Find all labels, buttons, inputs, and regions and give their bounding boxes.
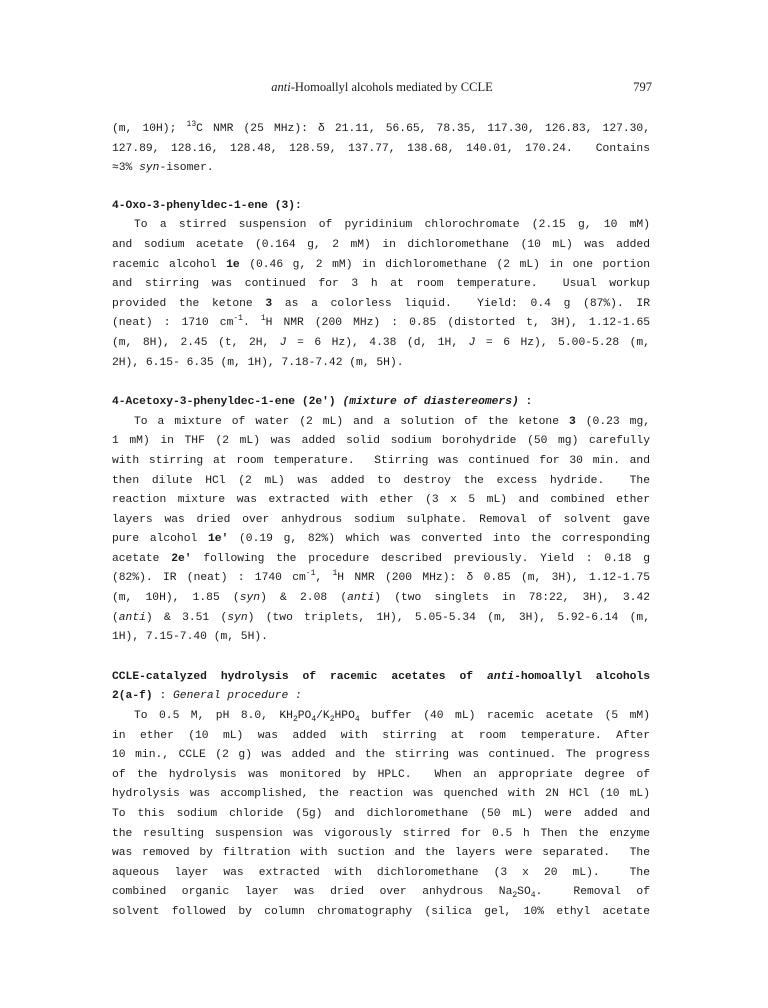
running-header (112, 80, 652, 100)
text-line: provided the ketone 3 as a colorless liquid. Yield: 0.4 g (87%). IR (112, 297, 650, 310)
running-title (112, 80, 652, 95)
text-line: the resulting suspension was vigorously stirred for 0.5 h Then the enzyme (112, 827, 650, 840)
page-number: 797 (633, 80, 652, 94)
text-line: To 0.5 M, pH 8.0, $KH_2PO_4/K_2HPO_4$ buffer (40 mL) racemic acetate (5 mM) (134, 710, 650, 725)
section-subheading: 2(a-f) : General procedure : (112, 690, 302, 703)
text-line: aqueous layer was extracted with dichloromethane (3 x 20 mL). The (112, 866, 650, 879)
text-line: pure alcohol 1e' (0.19 g, 82%) which was converted into the corresponding (112, 533, 650, 546)
text-line: 1H), 7.15-7.40 (m, 5H). (112, 631, 268, 644)
spacer (112, 648, 650, 668)
text-line: (82%). IR (neat) : 1740 $cm^{-1}$, $^1$H NMR (200 MHz): δ 0.85 (m, 3H), 1.12-1.75 (112, 569, 651, 585)
text-line: racemic alcohol 1e (0.46 g, 2 mM) in dichloromethane (2 mL) in one portion (112, 258, 651, 271)
text-line: in ether (10 mL) was added with stirring at room temperature. After (112, 729, 650, 742)
text-line: then dilute HCl (2 mL) was added to destroy the excess hydride. The (112, 474, 650, 487)
text-line: acetate 2e' following the procedure described previously. Yield : 0.18 g (112, 552, 650, 565)
text-line: (m, 8H), 2.45 (t, 2H, J = 6 Hz), 4.38 (d, 1H, J = 6 Hz), 5.00-5.28 (m, (112, 336, 650, 349)
text-line: To this sodium chloride (5g) and dichloromethane (50 mL) were added and (112, 808, 650, 820)
section-heading: CCLE-catalyzed hydrolysis of racemic acetates of anti-homoallyl alcohols (112, 670, 650, 683)
section-heading: 4-Oxo-3-phenyldec-1-ene (3): (112, 199, 302, 212)
text-line: 10 min., CCLE (2 g) was added and the stirring was continued. The progress (112, 749, 650, 762)
text-line: combined organic layer was dried over anhydrous $Na_2SO_4$. Removal of (112, 886, 650, 901)
text-line: ≈3% syn-isomer. (112, 162, 214, 175)
text-line: 127.89, 128.16, 128.48, 128.59, 137.77, 138.68, 140.01, 170.24. Contains (112, 142, 650, 155)
text-line: (m, 10H), 1.85 (syn) & 2.08 (anti) (two singlets in 78:22, 3H), 3.42 (112, 592, 650, 605)
text-line: reaction mixture was extracted with ether (3 x 5 mL) and combined ether (112, 494, 650, 507)
text-line: solvent followed by column chromatography (silica gel, 10% ethyl acetate (112, 905, 650, 918)
text-line: (m, 10H); $^{13}$C NMR (25 MHz): δ 21.11, 56.65, 78.35, 117.30, 126.83, 127.30, (112, 120, 650, 135)
text-line: (anti) & 3.51 (syn) (two triplets, 1H), 5.05-5.34 (m, 3H), 5.92-6.14 (m, (112, 611, 650, 624)
text-line: 1 mM) in THF (2 mL) was added solid sodium borohydride (50 mg) carefully (112, 435, 650, 448)
text-line: layers was dried over anhydrous sodium sulphate. Removal of solvent gave (112, 513, 650, 526)
text-line: and sodium acetate (0.164 g, 2 mM) in dichloromethane (10 mL) was added (112, 238, 650, 251)
running-title-rest: -Homoallyl alcohols mediated by CCLE (290, 80, 493, 94)
body-text (112, 120, 650, 923)
text-line: 2H), 6.15- 6.35 (m, 1H), 7.18-7.42 (m, 5H). (112, 356, 404, 369)
text-line: (neat) : 1710 $cm^{-1}$. $^1$H NMR (200 MHz) : 0.85 (distorted t, 3H), 1.12-1.65 (112, 314, 651, 330)
text-line: To a mixture of water (2 mL) and a solution of the ketone 3 (0.23 mg, (134, 415, 651, 428)
running-title-italic: anti (271, 80, 291, 94)
text-line: and stirring was continued for 3 h at room temperature. Usual workup (112, 278, 650, 291)
text-line: with stirring at room temperature. Stirring was continued for 30 min. and (112, 454, 650, 467)
text-line: To a stirred suspension of pyridinium chlorochromate (2.15 g, 10 mM) (134, 219, 650, 232)
spacer (112, 179, 650, 197)
spacer (112, 373, 650, 393)
section-heading: 4-Acetoxy-3-phenyldec-1-ene (2e') (mixture of diastereomers) : (112, 396, 533, 409)
text-line: was removed by filtration with suction and the layers were separated. The (112, 847, 650, 860)
text-line: of the hydrolysis was monitored by HPLC. When an appropriate degree of (112, 768, 650, 781)
text-line: hydrolysis was accomplished, the reaction was quenched with 2N HCl (10 mL) (112, 788, 650, 801)
